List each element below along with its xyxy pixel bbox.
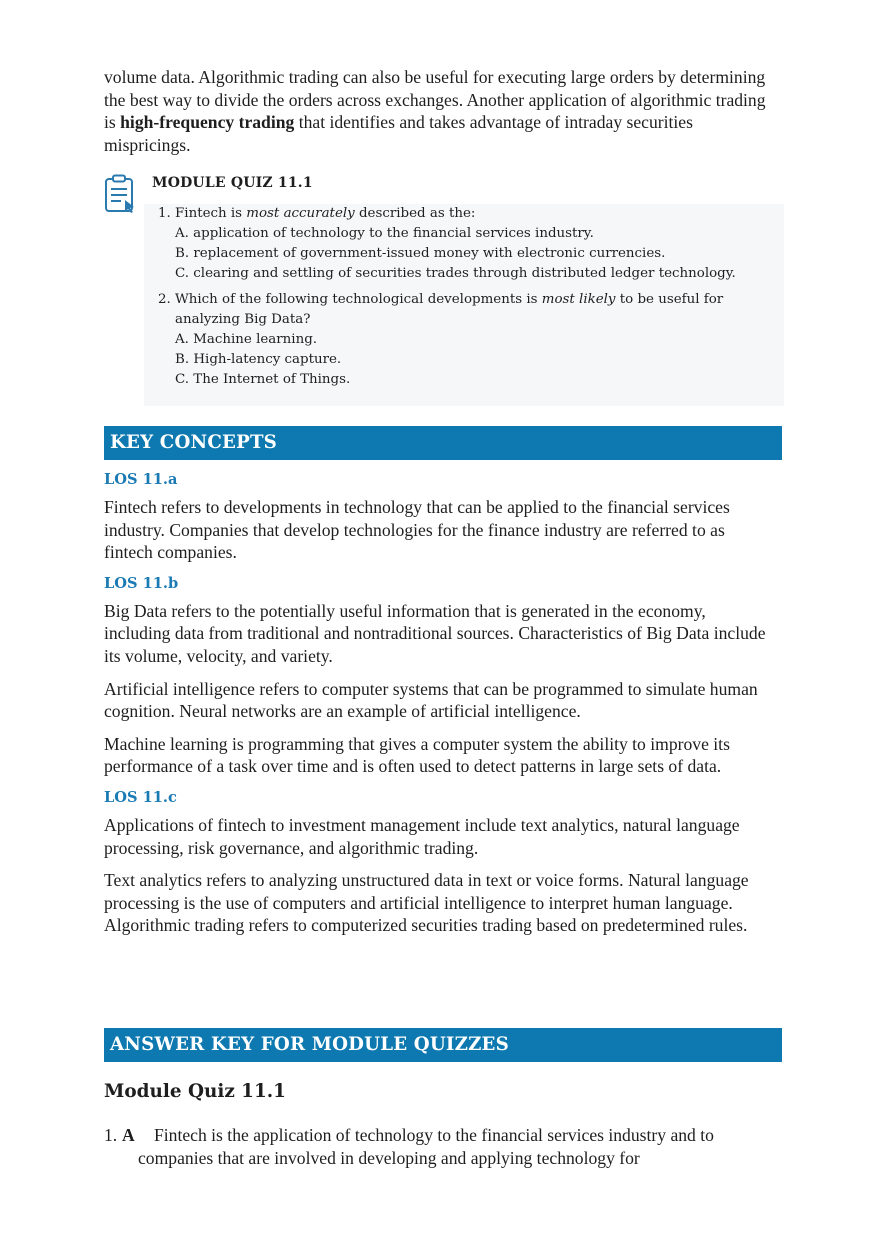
los-label: LOS 11.b	[104, 574, 179, 592]
answer-option: B. replacement of government-issued money with electronic currencies.	[175, 246, 666, 262]
key-concepts-content	[104, 470, 776, 947]
concept-paragraph: Fintech refers to developments in technology that can be applied to the financial services industry. Companies that develop technologies for the finance industry are referred to as fintech companies.	[104, 497, 730, 563]
key-concepts-heading: KEY CONCEPTS	[104, 426, 782, 460]
los-label: LOS 11.a	[104, 471, 178, 488]
answer-option: C. clearing and settling of securities trades through distributed ledger technology.	[175, 266, 736, 282]
answer-option: B. High-latency capture.	[175, 352, 342, 368]
quiz-body	[144, 204, 784, 406]
answer-option: C. The Internet of Things.	[175, 372, 351, 388]
concept-paragraph: Text analytics refers to analyzing unstructured data in text or voice forms. Natural language processing is the use of computers and artificial intelligence to interpret human language. Algorithmic trading refers to computerized securities trading based on predetermined rules.	[104, 870, 749, 936]
module-quiz-subheading: Module Quiz 11.1	[104, 1081, 286, 1102]
answer-letter: A	[122, 1125, 135, 1145]
answer-explanation: Fintech is the application of technology to the financial services industry and to companies that are involved in developing and applying technology for	[138, 1125, 714, 1168]
los-label: LOS 11.c	[104, 788, 177, 806]
concept-paragraph: Big Data refers to the potentially useful information that is generated in the economy, including data from traditional and nontraditional sources. Characteristics of Big Data include its volume, velocity, and variety.	[104, 600, 766, 666]
answer-item: 1. A Fintech is the application of technology to the financial services industry and to companies that are involved in developing and applying technology for	[104, 1124, 776, 1169]
answer-option: A. Machine learning.	[175, 332, 318, 348]
quiz-title: MODULE QUIZ 11.1	[152, 175, 313, 192]
intro-bold-term: high-frequency trading	[120, 112, 295, 133]
clipboard-checklist-icon	[104, 174, 138, 214]
question-stem: Which of the following technological developments is most likely to be useful for analyzing Big Data?	[175, 292, 724, 328]
quiz-question: 2. Which of the following technological developments is most likely to be useful for analyzing Big Data? A. Machine learning. B. High-latency capture. C. The Internet of Things.	[158, 290, 778, 390]
quiz-question: 1. Fintech is most accurately described as the: A. application of technology to the financial services industry. B. replacement of government-issued money with electronic currencies. C. clearing and settling of securities trades through distributed ledger technology.	[158, 204, 778, 284]
answer-option: A. application of technology to the financial services industry.	[175, 226, 594, 242]
module-quiz	[104, 174, 776, 406]
question-stem: Fintech is most accurately described as the:	[175, 206, 476, 222]
concept-paragraph: Artificial intelligence refers to computer systems that can be programmed to simulate human cognition. Neural networks are an example of artificial intelligence.	[104, 678, 758, 722]
document-page	[104, 66, 776, 1168]
intro-paragraph: volume data. Algorithmic trading can also be useful for executing large orders by determining the best way to divide the orders across exchanges. Another application of algorithmic trading is high-frequency trading that identifies and takes advantage of intraday securities mispricings.	[104, 67, 766, 155]
concept-paragraph: Applications of fintech to investment management include text analytics, natural language processing, risk governance, and algorithmic trading.	[104, 814, 740, 858]
concept-paragraph: Machine learning is programming that gives a computer system the ability to improve its performance of a task over time and is often used to detect patterns in large sets of data.	[104, 733, 730, 777]
answer-key-heading: ANSWER KEY FOR MODULE QUIZZES	[104, 1028, 782, 1062]
